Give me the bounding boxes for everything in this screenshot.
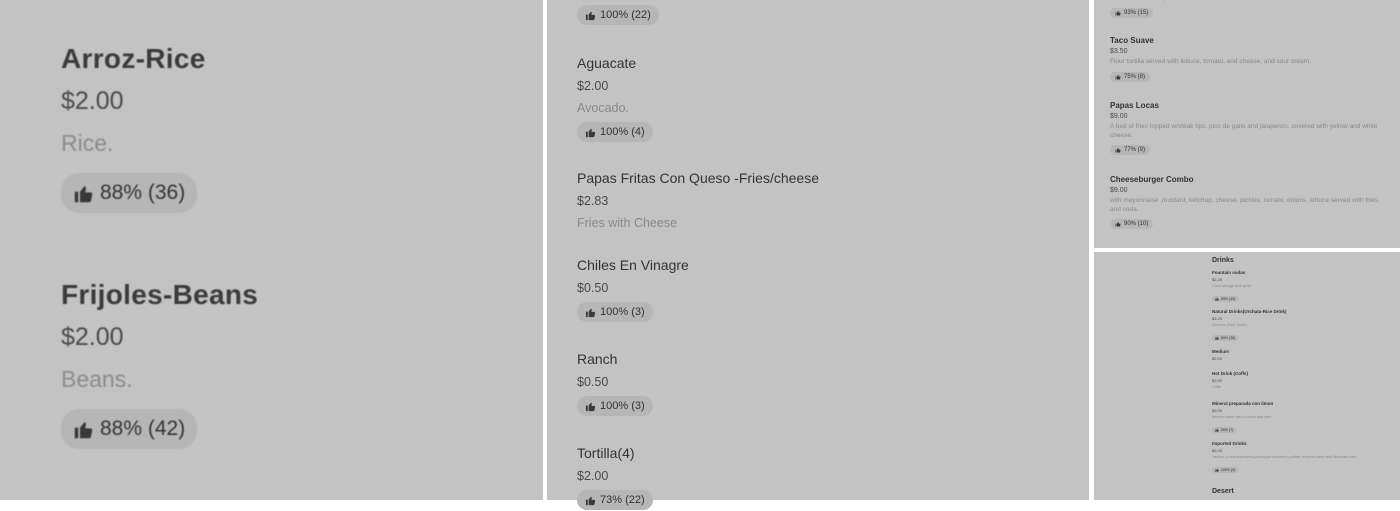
item-price: $2.25 — [1212, 277, 1223, 282]
rating-badge — [1212, 296, 1238, 302]
item-price: $0.50 — [577, 281, 609, 295]
item-price: $2.00 — [61, 323, 124, 351]
thumbs-up-icon — [73, 183, 94, 204]
rating-text: 90% (10) — [1124, 221, 1149, 227]
thumbs-up-icon — [585, 401, 596, 412]
rating-badge — [577, 122, 653, 142]
item-name: Aguacate — [577, 55, 637, 71]
menu-panel-top-right — [1094, 0, 1400, 248]
item-name: Papas Fritas Con Queso -Fries/cheese — [577, 170, 819, 186]
item-price: $3.00 — [1212, 408, 1223, 413]
item-description: Jarritos (Lima,mandarina,pineapple,tamarind),coffee, mineral water and Mexican coke — [1212, 455, 1357, 459]
thumbs-up-icon — [1115, 10, 1121, 16]
item-price: $3.50 — [1110, 48, 1128, 55]
menu-item-frijoles[interactable] — [61, 279, 258, 449]
item-description: Coffe — [1212, 385, 1222, 389]
rating-badge — [1110, 219, 1153, 229]
menu-item-natural-drinks[interactable] — [1212, 309, 1287, 345]
item-name: Hot Drink (Coffe) — [1212, 371, 1248, 376]
menu-item-medium[interactable] — [1212, 349, 1229, 361]
item-price: $2.00 — [1212, 378, 1223, 383]
thumbs-up-icon — [585, 307, 596, 318]
item-name: Fountain sodas — [1212, 270, 1246, 275]
menu-item-ranch[interactable] — [577, 351, 653, 417]
item-name: Ranch — [577, 351, 618, 367]
menu-item-arroz[interactable] — [61, 43, 206, 213]
section-title-drinks: Drinks — [1212, 257, 1234, 264]
rating-badge — [577, 302, 653, 322]
rating-badge — [1212, 427, 1236, 433]
rating-badge — [1212, 467, 1238, 473]
item-description: A bed of fries topped w/steak tips, pico de gallo and jalapenos, covered with yellow and white cheese. — [1110, 123, 1378, 139]
item-description — [1110, 0, 1390, 3]
item-name: Tortilla(4) — [577, 445, 635, 461]
item-name: Mineral preparada con limon — [1212, 401, 1274, 406]
item-description: Fries with Cheese — [577, 216, 678, 230]
rating-badge — [577, 396, 653, 416]
thumbs-up-icon — [585, 10, 596, 21]
thumbs-up-icon — [1115, 74, 1121, 80]
rating-text: 75% (8) — [1124, 73, 1146, 80]
thumbs-up-icon — [1115, 221, 1121, 227]
item-price: $2.83 — [577, 194, 609, 208]
item-name: Imported Drinks — [1212, 441, 1247, 446]
menu-item-cheeseburger-combo[interactable] — [1110, 175, 1390, 232]
rating-text: 86% (7) — [1221, 428, 1234, 432]
item-name: Arroz-Rice — [61, 43, 206, 74]
item-description: Mineral water with chamoi and lime — [1212, 415, 1272, 419]
item-price: $0.50 — [577, 375, 609, 389]
menu-item-chiles[interactable] — [577, 257, 689, 323]
item-name: Frijoles-Beans — [61, 279, 259, 310]
rating-badge — [1110, 72, 1150, 82]
item-price: $2.00 — [577, 469, 609, 483]
menu-panel-bottom-right — [1094, 252, 1400, 500]
thumbs-up-icon — [1215, 336, 1219, 340]
menu-panel-left — [0, 0, 543, 500]
item-price: $3.25 — [1212, 316, 1223, 321]
rating-text: 93% (15) — [1124, 9, 1149, 16]
item-price: $9.00 — [1110, 187, 1128, 194]
item-price: $2.00 — [577, 79, 609, 93]
rating-text: 100% (3) — [1221, 468, 1236, 472]
item-name: Medium — [1212, 349, 1230, 354]
rating-badge — [577, 490, 653, 510]
thumbs-up-icon — [585, 495, 596, 506]
item-description: with mayonnaise ,mustard, ketchup, cheese, pickles, tomato, onions, lettuce served with fries, and soda. — [1110, 197, 1380, 213]
rating-text: 77% (9) — [1124, 147, 1146, 153]
item-description: Avocado. — [577, 101, 629, 115]
item-description: Orchata (Rice Drink) — [1212, 323, 1247, 327]
thumbs-up-icon — [1215, 428, 1219, 432]
rating-text: 73% (22) — [600, 494, 645, 506]
item-description: Flour tortilla served with lettuce, tomato, and cheese, and sour cream. — [1110, 58, 1311, 65]
menu-item-papas-locas[interactable] — [1110, 101, 1390, 158]
menu-item-aguacate[interactable] — [577, 55, 653, 143]
thumbs-up-icon — [73, 419, 94, 440]
thumbs-up-icon — [585, 127, 596, 138]
menu-item-partial-top[interactable] — [1110, 0, 1390, 21]
rating-text: 100% (3) — [600, 400, 645, 412]
rating-badge — [1212, 335, 1238, 341]
rating-badge — [61, 173, 197, 213]
rating-text: 86% (38) — [1221, 336, 1236, 340]
menu-panel-middle — [547, 0, 1089, 506]
rating-badge — [1110, 145, 1150, 155]
item-price: $2.00 — [61, 87, 124, 115]
menu-item-fountain-sodas[interactable] — [1212, 270, 1251, 306]
thumbs-up-icon — [1115, 147, 1121, 153]
menu-item-hot-drink[interactable] — [1212, 371, 1248, 389]
rating-badge — [577, 5, 659, 25]
rating-badge — [61, 409, 197, 449]
item-description: Coke,orange and sprite — [1212, 284, 1252, 288]
thumbs-up-icon — [1215, 468, 1219, 472]
item-price: $2.00 — [1212, 356, 1223, 361]
item-price: $2.25 — [1212, 448, 1223, 453]
item-name: Taco Suave — [1110, 36, 1154, 45]
menu-item-taco-suave[interactable] — [1110, 36, 1390, 85]
item-name: Papas Locas — [1110, 101, 1159, 110]
item-name: Natural Drinks(Orchata-Rice Drink) — [1212, 309, 1287, 314]
rating-text: 88% (36) — [100, 181, 186, 204]
menu-item-imported-drinks[interactable] — [1212, 441, 1357, 477]
rating-text: 86% (44) — [1221, 297, 1236, 301]
item-name: Chiles En Vinagre — [577, 257, 689, 273]
rating-text: 100% (3) — [600, 306, 645, 318]
item-name: Cheeseburger Combo — [1110, 175, 1194, 184]
rating-text: 88% (42) — [100, 417, 186, 440]
item-price: $9.00 — [1110, 113, 1128, 120]
menu-item-papas-fritas[interactable] — [577, 170, 819, 230]
menu-item-partial-top[interactable] — [577, 5, 659, 26]
menu-item-mineral-preparada[interactable] — [1212, 401, 1273, 437]
menu-item-tortilla[interactable] — [577, 445, 653, 511]
section-title-desert: Desert — [1212, 488, 1234, 495]
rating-text: 100% (22) — [600, 9, 651, 21]
item-description: Beans. — [61, 366, 133, 392]
rating-text: 100% (4) — [600, 126, 645, 138]
thumbs-up-icon — [1215, 297, 1219, 301]
item-description: Rice. — [61, 130, 114, 156]
rating-badge — [1110, 8, 1153, 18]
